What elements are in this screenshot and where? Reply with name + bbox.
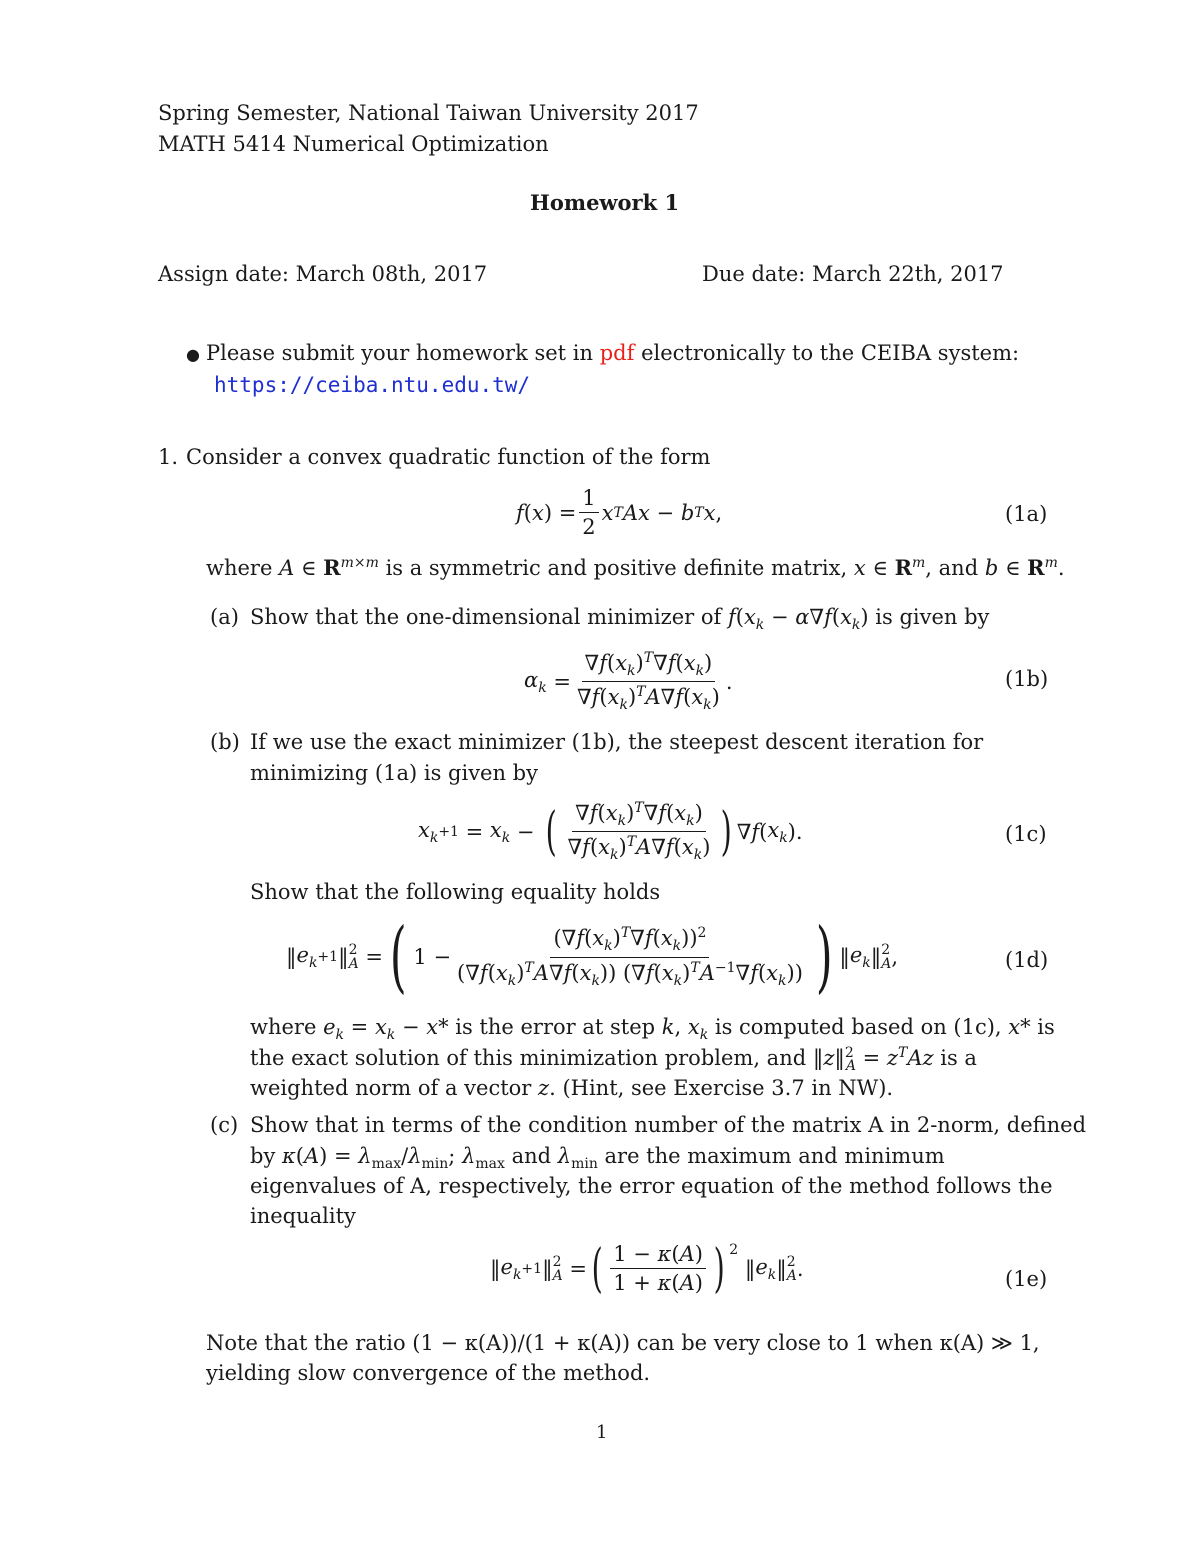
part-b-where-1: where $e_k = x_k - x*$ is the error at step k, $x_k$ is computed based on (1c), x* is (250, 1015, 1055, 1044)
part-b-line-1: If we use the exact minimizer (1b), the steepest descent iteration for (250, 730, 984, 754)
problem-1-intro: Consider a convex quadratic function of the form (186, 445, 711, 469)
bullet-icon: ● (186, 345, 200, 364)
due-date: Due date: March 22th, 2017 (702, 262, 1004, 286)
part-a-text: Show that the one-dimensional minimizer of $f(x_k - \alpha\nabla f(x_k)$ is given by (250, 605, 990, 634)
part-c-line2-a: by (250, 1144, 282, 1168)
equation-1e: ‖ $e_k$ +1 ‖ 2 A = ( $\frac{1 - \kappa(A)}{1 + \kappa(A)}$ ) $^2$ ‖ $e_k$ ‖ 2 A . (490, 1238, 804, 1299)
note-line-1: Note that the ratio (1 − κ(A))/(1 + κ(A)) can be very close to 1 when κ(A) ≫ 1, (206, 1331, 1040, 1355)
eqno-1b: (1b) (1005, 667, 1049, 691)
eqno-1d: (1d) (1005, 948, 1049, 972)
pdf-highlight: pdf (599, 341, 635, 365)
eqno-1e: (1e) (1005, 1267, 1048, 1291)
part-a-after: is given by (868, 605, 990, 629)
where3-a: weighted norm of a vector (250, 1076, 539, 1100)
part-a-before: Show that the one-dimensional minimizer of (250, 605, 728, 629)
where2-a: the exact solution of this minimization problem, and (250, 1046, 813, 1070)
where-text-3: , and (925, 556, 985, 580)
where1-d: is (1030, 1015, 1055, 1039)
instruction-text (206, 341, 1019, 365)
where-text-1: where (206, 556, 280, 580)
part-b-label: (b) (210, 730, 240, 754)
ceiba-link[interactable]: https://ceiba.ntu.edu.tw/ (214, 373, 531, 397)
instruction-before: Please submit your homework set in (206, 341, 600, 365)
equation-1c: $x_k$ +1 = $x_k$ − ( $\frac{\nabla f(x_k)^T\nabla f(x_k)}{\nabla f(x_k)^TA\nabla f(x_k)}$ ) ∇ f ( $x_k$ ). (418, 800, 803, 864)
part-c-line2-b: are the maximum and minimum (597, 1144, 945, 1168)
part-a-label: (a) (210, 605, 239, 629)
problem-1-number: 1. (158, 445, 179, 469)
header-line-1: Spring Semester, National Taiwan University 2017 (158, 101, 699, 125)
part-c-label: (c) (210, 1113, 239, 1137)
part-c-line-1: Show that in terms of the condition number of the matrix A in 2-norm, defined (250, 1113, 1087, 1137)
where1-c: is computed based on (1c), (708, 1015, 1009, 1039)
assign-date: Assign date: March 08th, 2017 (158, 262, 488, 286)
where3-b: . (Hint, see Exercise 3.7 in NW). (549, 1076, 894, 1100)
instruction-after: electronically to the CEIBA system: (634, 341, 1020, 365)
part-b-where-2: the exact solution of this minimization problem, and ‖z‖$^2_A$ = $z^TAz$ is a (250, 1045, 977, 1075)
where2-b: is a (933, 1046, 977, 1070)
header-line-2: MATH 5414 Numerical Optimization (158, 132, 549, 156)
part-b-line-2: minimizing (1a) is given by (250, 761, 538, 785)
where1-b: is the error at step (448, 1015, 662, 1039)
note-line-2: yielding slow convergence of the method. (206, 1361, 651, 1385)
where-text-2: is a symmetric and positive definite matrix, (378, 556, 854, 580)
equation-1d: ‖ $e_k$ +1 ‖ 2 A = ( 1 − $\frac{(\nabla f(x_k)^T\nabla f(x_k))^2}{(\nabla f(x_k)^TA\nabla f(x_k)) (\nabla f(x_k)^TA^{-1}\nabla f(x_k))}$ ) ‖ $e_k$ ‖ 2 A , (286, 912, 899, 1002)
part-c-line-2: by $\kappa(A) = \lambda_{max}/\lambda_{min}$; $\lambda_{max}$ and $\lambda_{min}$ are the maximum and minimum (250, 1144, 945, 1173)
page-title: Homework 1 (530, 190, 680, 215)
where1-a: where (250, 1015, 324, 1039)
where-line: where A ∈ $R^{m\times m}$ is a symmetric and positive definite matrix, x ∈ $R^m$, and b ∈ $R^m$. (206, 555, 1065, 580)
equation-1a: f ( x ) = $\frac{1}{2}$ x T Ax − b T x , (516, 486, 723, 540)
eqno-1a: (1a) (1005, 502, 1048, 526)
part-b-where-3: weighted norm of a vector z. (Hint, see Exercise 3.7 in NW). (250, 1076, 894, 1100)
page-number: 1 (596, 1422, 608, 1443)
part-b-show: Show that the following equality holds (250, 880, 661, 904)
part-c-line-3: eigenvalues of A, respectively, the error equation of the method follows the (250, 1174, 1053, 1198)
eqno-1c: (1c) (1005, 822, 1047, 846)
equation-1b: $\alpha_k$ = $\frac{\nabla f(x_k)^T\nabla f(x_k)}{\nabla f(x_k)^TA\nabla f(x_k)}$ . (524, 650, 733, 714)
part-c-line-4: inequality (250, 1204, 356, 1228)
